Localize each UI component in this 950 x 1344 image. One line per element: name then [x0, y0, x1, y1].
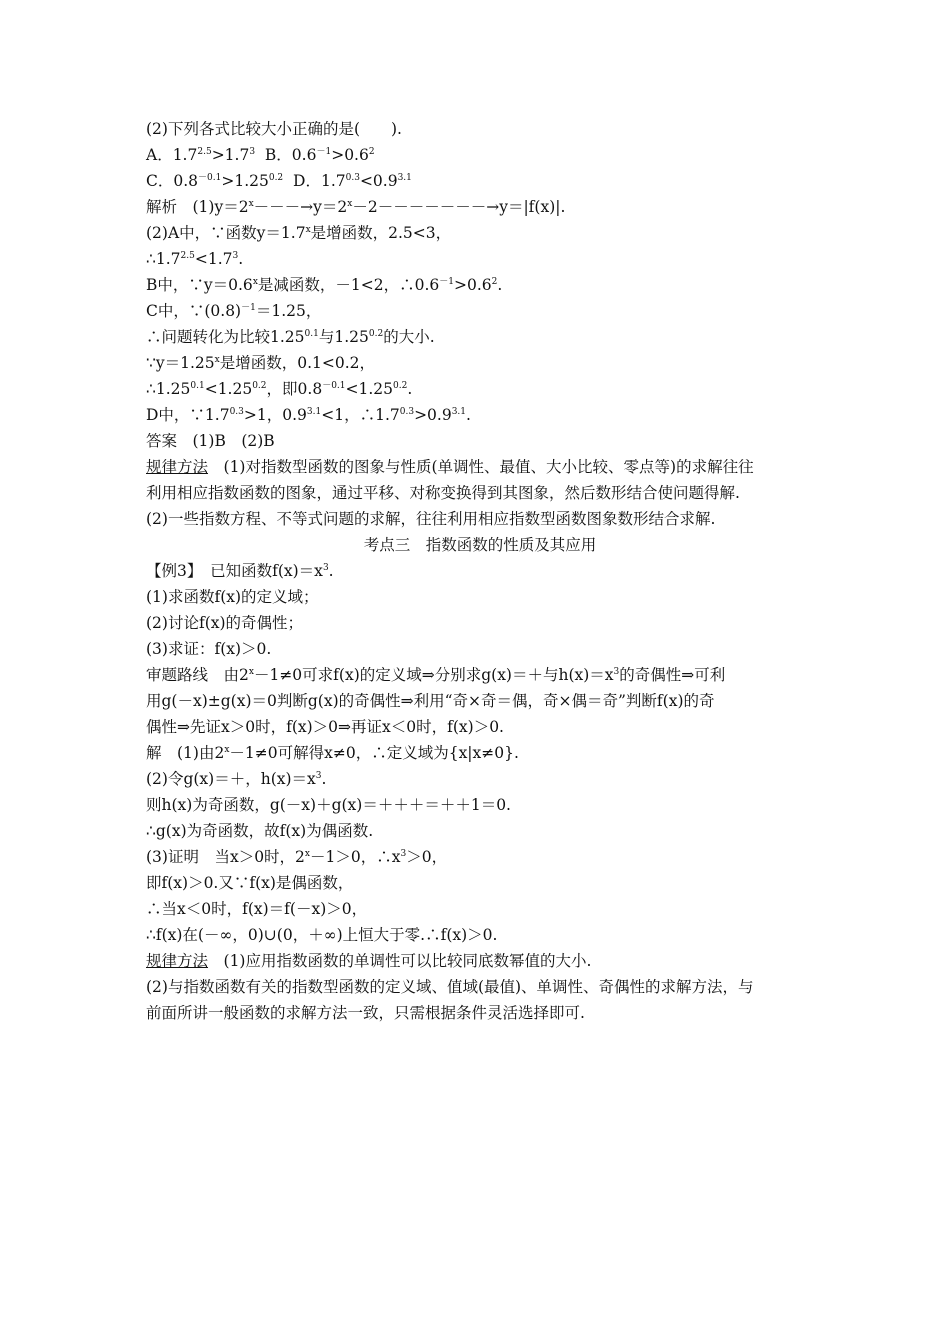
method-1-line-2: 利用相应指数函数的图象，通过平移、对称变换得到其图象，然后数形结合使问题得解. — [146, 484, 740, 502]
method-2-line-1: 规律方法 (1)应用指数函数的单调性可以比较同底数幂值的大小. — [146, 952, 592, 970]
solution-line-2: (2)令g(x)＝＋，$h(x)=x^3$. — [146, 770, 327, 788]
solution-line-5: (3)证明 当x＞0时，$2^x-1>0$，$\therefore x^3>0$， — [146, 848, 448, 866]
question-2-stem: (2)下列各式比较大小正确的是( ). — [146, 120, 402, 138]
example-3-q1: (1)求函数f(x)的定义域； — [146, 588, 319, 606]
example-3-q3: (3)求证：f(x)＞0. — [146, 640, 272, 658]
method-2-line-3: 前面所讲一般函数的求解方法一致，只需根据条件灵活选择即可. — [146, 1004, 585, 1022]
example-3-q2: (2)讨论f(x)的奇偶性； — [146, 614, 304, 632]
analysis-line-4: B中，$\because y=0.6^x$是减函数，－1<2，$\therefore 0.6^{-1}>0.6^2$. — [146, 276, 503, 294]
analysis-line-6: ∴问题转化为比较$1.25^{0.1}$与$1.25^{0.2}$的大小. — [146, 328, 435, 346]
option-a-b: A．$1.7^{2.5}>1.7^3$ B．$0.6^{-1}>0.6^2$ — [146, 146, 375, 164]
route-line-3: 偶性⇒先证x＞0时，f(x)＞0⇒再证x＜0时，f(x)＞0. — [146, 718, 504, 736]
analysis-line-7: $\because y=1.25^x$是增函数，0.1<0.2， — [146, 354, 376, 372]
option-c-d: C．$0.8^{-0.1}>1.25^{0.2}$ D．$1.7^{0.3}<0.9^{3.1}$ — [146, 172, 412, 190]
analysis-line-9: D中，$\because 1.7^{0.3}>1$，$0.9^{3.1}<1$，$\therefore 1.7^{0.3}>0.9^{3.1}$. — [146, 406, 471, 424]
solution-line-3: 则h(x)为奇函数，g(－x)＋g(x)＝＋＋＋＝＋＋1＝0. — [146, 796, 511, 814]
solution-line-1: 解 (1)由$2^x-1\ne 0$可解得x≠0，∴定义域为{x|x≠0}. — [146, 744, 519, 762]
route-line-2: 用g(－x)±g(x)＝0判断g(x)的奇偶性⇒利用“奇×奇＝偶，奇×偶＝奇”判断f(x)的奇 — [146, 692, 715, 710]
solution-line-7: ∴当x＜0时，f(x)＝f(－x)＞0， — [146, 900, 368, 918]
solution-line-6: 即f(x)＞0.又∵f(x)是偶函数， — [146, 874, 354, 892]
solution-line-8: ∴f(x)在(－∞，0)∪(0，＋∞)上恒大于零.∴f(x)＞0. — [146, 926, 498, 944]
answer-line: 答案 (1)B (2)B — [146, 432, 275, 450]
method-1-line-3: (2)一些指数方程、不等式问题的求解，往往利用相应指数型函数图象数形结合求解. — [146, 510, 716, 528]
analysis-line-3: $\therefore 1.7^{2.5}<1.7^3$. — [146, 250, 244, 268]
method-1-line-1: 规律方法 (1)对指数型函数的图象与性质(单调性、最值、大小比较、零点等)的求解往往 — [146, 458, 754, 476]
analysis-line-2: (2)A中，∵函数$y=1.7^x$是增函数，2.5<3， — [146, 224, 452, 242]
analysis-line-8: $\therefore 1.25^{0.1}<1.25^{0.2}$，即$0.8^{-0.1}<1.25^{0.2}$. — [146, 380, 413, 398]
method-tag: 规律方法 — [146, 952, 209, 970]
solution-line-4: ∴g(x)为奇函数，故f(x)为偶函数. — [146, 822, 374, 840]
method-2-line-2: (2)与指数函数有关的指数型函数的定义域、值域(最值)、单调性、奇偶性的求解方法，与 — [146, 978, 754, 996]
route-line-1: 审题路线 由$2^x-1\ne 0$可求f(x)的定义域⇒分别求g(x)＝＋与$h(x)=x^3$的奇偶性⇒可利 — [146, 666, 726, 684]
section-title: 考点三 指数函数的性质及其应用 — [363, 536, 597, 554]
analysis-line-1: 解析 $(1)y=2^x---\to y=2^x-2-------\to y=|f(x)|$. — [146, 198, 566, 216]
example-3-head: 【例3】 已知函数$f(x)=x^3$. — [146, 562, 334, 580]
analysis-line-5: C中，$\because(0.8)^{-1}=1.25$， — [146, 302, 322, 320]
method-tag: 规律方法 — [146, 458, 209, 476]
